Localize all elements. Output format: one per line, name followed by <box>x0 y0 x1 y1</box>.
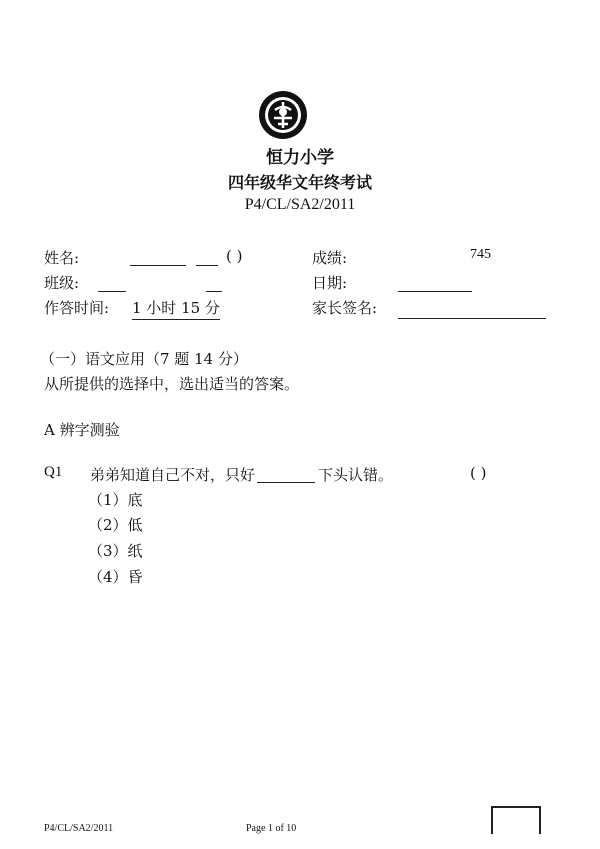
question-text-after: 下头认错。 <box>318 466 394 484</box>
parent-signature-label: 家长签名: <box>312 299 378 317</box>
name-line[interactable] <box>130 265 186 266</box>
parent-signature-line[interactable] <box>398 318 546 319</box>
question-number: Q1 <box>44 464 63 480</box>
time-value: 1 小时 15 分 <box>132 297 220 320</box>
class-label: 班级: <box>44 274 80 292</box>
name-line-2 <box>196 265 218 266</box>
score-box <box>491 806 541 834</box>
option-number: （1） <box>88 491 128 509</box>
section-title: （一）语文应用（7 题 14 分） <box>40 350 248 368</box>
question-blank[interactable] <box>257 482 315 483</box>
option-text: 昏 <box>127 568 143 586</box>
name-label: 姓名: <box>44 249 80 267</box>
option-number: （3） <box>88 542 128 560</box>
option-1[interactable] <box>88 489 143 510</box>
class-line-2 <box>206 291 222 292</box>
date-label: 日期: <box>312 274 348 292</box>
subsection-title: A 辨字测验 <box>44 421 120 439</box>
school-name: 恒力小学 <box>266 148 334 168</box>
exam-code: P4/CL/SA2/2011 <box>244 196 356 213</box>
question-text-before: 弟弟知道自己不对，只好 <box>90 466 256 484</box>
name-paren[interactable]: ( ) <box>226 247 243 265</box>
answer-box[interactable]: ( ) <box>470 464 487 482</box>
option-text: 底 <box>127 491 143 509</box>
footer-code: P4/CL/SA2/2011 <box>44 823 114 834</box>
option-4[interactable] <box>88 566 143 587</box>
option-text: 低 <box>127 516 143 534</box>
option-3[interactable] <box>88 540 143 561</box>
option-text: 纸 <box>127 542 143 560</box>
date-line[interactable] <box>398 291 472 292</box>
score-label: 成绩: <box>312 249 348 267</box>
footer-page: Page 1 of 10 <box>246 823 297 834</box>
time-label: 作答时间: <box>44 299 110 317</box>
class-line[interactable] <box>98 291 126 292</box>
option-number: （4） <box>88 568 128 586</box>
section-instruction: 从所提供的选择中，选出适当的答案。 <box>44 375 300 393</box>
option-2[interactable] <box>88 514 143 535</box>
exam-title: 四年级华文年终考试 <box>227 173 372 192</box>
score-value: 745 <box>470 247 491 262</box>
school-logo <box>258 90 308 140</box>
option-number: （2） <box>88 516 128 534</box>
